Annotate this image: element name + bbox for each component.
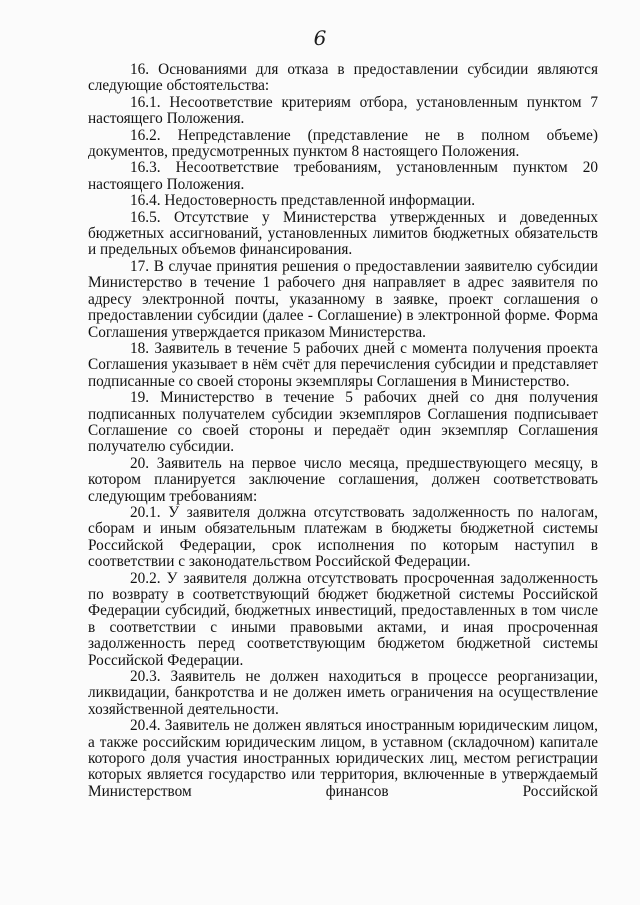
page-number: 6 xyxy=(313,26,327,50)
paragraph-17: 17. В случае принятия решения о предоставлении заявителю субсидии Министерство в течение 1 рабочего дня направляет в адрес заявителя по адресу электронной почты, указанному в заявке, проект соглашения о предоставлении субсидии (далее - Соглашение) в электронной форме. Форма Соглашения утверждается приказом Министерства. xyxy=(88,257,598,341)
paragraph-20-4: 20.4. Заявитель не должен являться иностранным юридическим лицом, а также российским юридическим лицом, в уставном (складочном) капитале которого доля участия иностранных юридических лиц, местом регистрации которых является государство или территория, включенные в утверждаемый Министерством финансов Российской xyxy=(88,717,598,800)
paragraph-20-2: 20.2. У заявителя должна отсутствовать просроченная задолженность по возврату в соответствующий бюджет бюджетной системы Российской Федерации субсидий, бюджетных инвестиций, предоставленных в том числе в соответствии с иными правовыми актами, и иная просроченная задолженность перед соответствующим бюджетом бюджетной системы Российской Федерации. xyxy=(88,569,598,669)
paragraph-16-5: 16.5. Отсутствие у Министерства утвержденных и доведенных бюджетных ассигнований, установленных лимитов бюджетных обязательств и предельных объемов финансирования. xyxy=(88,208,598,259)
document-body xyxy=(88,62,598,800)
paragraph-20-3: 20.3. Заявитель не должен находиться в процессе реорганизации, ликвидации, банкротства и не должен иметь ограничения на осуществление хозяйственной деятельности. xyxy=(88,668,598,718)
paragraph-19: 19. Министерство в течение 5 рабочих дней со дня получения подписанных получателем субсидии экземпляров Соглашения подписывает Соглашение со своей стороны и передаёт один экземпляр Соглашения получателю субсидии. xyxy=(88,389,598,456)
paragraph-16-4: 16.4. Недостоверность представленной информации. xyxy=(130,192,476,210)
paragraph-16-1: 16.1. Несоответствие критериям отбора, установленным пунктом 7 настоящего Положения. xyxy=(88,93,598,128)
paragraph-16: 16. Основаниями для отказа в предоставлении субсидии являются следующие обстоятельства: xyxy=(88,61,598,95)
paragraph-20-1: 20.1. У заявителя должна отсутствовать задолженность по налогам, сборам и иным обязательным платежам в бюджеты бюджетной системы Российской Федерации, срок исполнения по которым наступил в соответствии с законодательством Российской Федерации. xyxy=(88,503,598,571)
paragraph-18: 18. Заявитель в течение 5 рабочих дней с момента получения проекта Соглашения указывает в нём счёт для перечисления субсидии и представляет подписанные со своей стороны экземпляры Соглашения в Министерство. xyxy=(88,339,598,390)
paragraph-20: 20. Заявитель на первое число месяца, предшествующего месяцу, в котором планируется заключение соглашения, должен соответствовать следующим требованиям: xyxy=(88,454,598,505)
paragraph-16-3: 16.3. Несоответствие требованиям, установленным пунктом 20 настоящего Положения. xyxy=(88,159,598,193)
paragraph-16-2: 16.2. Непредставление (представление не в полном объеме) документов, предусмотренных пунктом 8 настоящего Положения. xyxy=(88,126,598,161)
